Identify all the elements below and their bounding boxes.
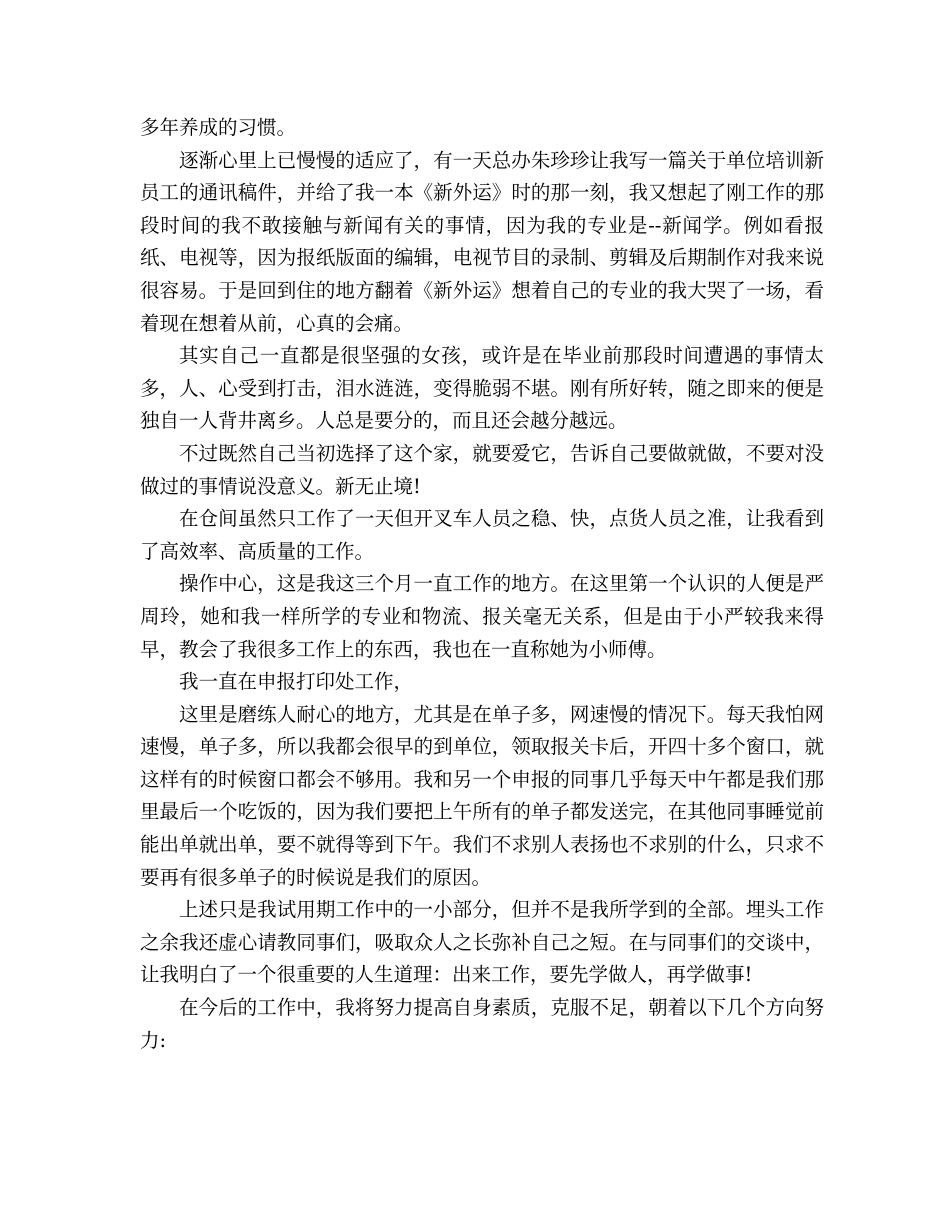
paragraph-10: 在今后的工作中，我将努力提高自身素质，克服不足，朝着以下几个方向努力: [140, 996, 824, 1052]
paragraph-1: 多年养成的习惯。 [140, 116, 297, 139]
paragraph-3: 其实自己一直都是很坚强的女孩，或许是在毕业前那段时间遭遇的事情太多，人、心受到打击，泪水涟涟，变得脆弱不堪。刚有所好转，随之即来的便是独自一人背井离乡。人总是要分的，而且还会越分越远。 [140, 344, 824, 433]
paragraph-2: 逐渐心里上已慢慢的适应了，有一天总办朱珍珍让我写一篇关于单位培训新员工的通讯稿件，并给了我一本《新外运》时的那一刻，我又想起了刚工作的那段时间的我不敢接触与新闻有关的事情，因为我的专业是--新闻学。例如看报纸、电视等，因为报纸版面的编辑，电视节目的录制、剪辑及后期制作对我来说很容易。于是回到住的地方翻着《新外运》想着自己的专业的我大哭了一场，看着现在想着从前，心真的会痛。 [140, 148, 824, 335]
paragraph-6: 操作中心，这是我这三个月一直工作的地方。在这里第一个认识的人便是严周玲，她和我一样所学的专业和物流、报关毫无关系，但是由于小严较我来得早，教会了我很多工作上的东西，我也在一直称她为小师傅。 [140, 572, 824, 661]
paragraph-9: 上述只是我试用期工作中的一小部分，但并不是我所学到的全部。埋头工作之余我还虚心请教同事们，吸取众人之长弥补自己之短。在与同事们的交谈中，让我明白了一个很重要的人生道理：出来工作，要先学做人，再学做事! [140, 898, 824, 987]
paragraph-8: 这里是磨练人耐心的地方，尤其是在单子多，网速慢的情况下。每天我怕网速慢，单子多，所以我都会很早的到单位，领取报关卡后，开四十多个窗口，就这样有的时候窗口都会不够用。我和另一个申报的同事几乎每天中午都是我们那里最后一个吃饭的，因为我们要把上午所有的单子都发送完，在其他同事睡觉前能出单就出单，要不就得等到下午。我们不求别人表扬也不求别的什么，只求不要再有很多单子的时候说是我们的原因。 [140, 702, 824, 889]
paragraph-4: 不过既然自己当初选择了这个家，就要爱它，告诉自己要做就做，不要对没做过的事情说没意义。新无止境! [140, 441, 824, 498]
paragraph-7: 我一直在申报打印处工作， [179, 670, 414, 694]
document-body [140, 112, 824, 1057]
paragraph-5: 在仓间虽然只工作了一天但开叉车人员之稳、快，点货人员之准，让我看到了高效率、高质量的工作。 [140, 507, 824, 563]
